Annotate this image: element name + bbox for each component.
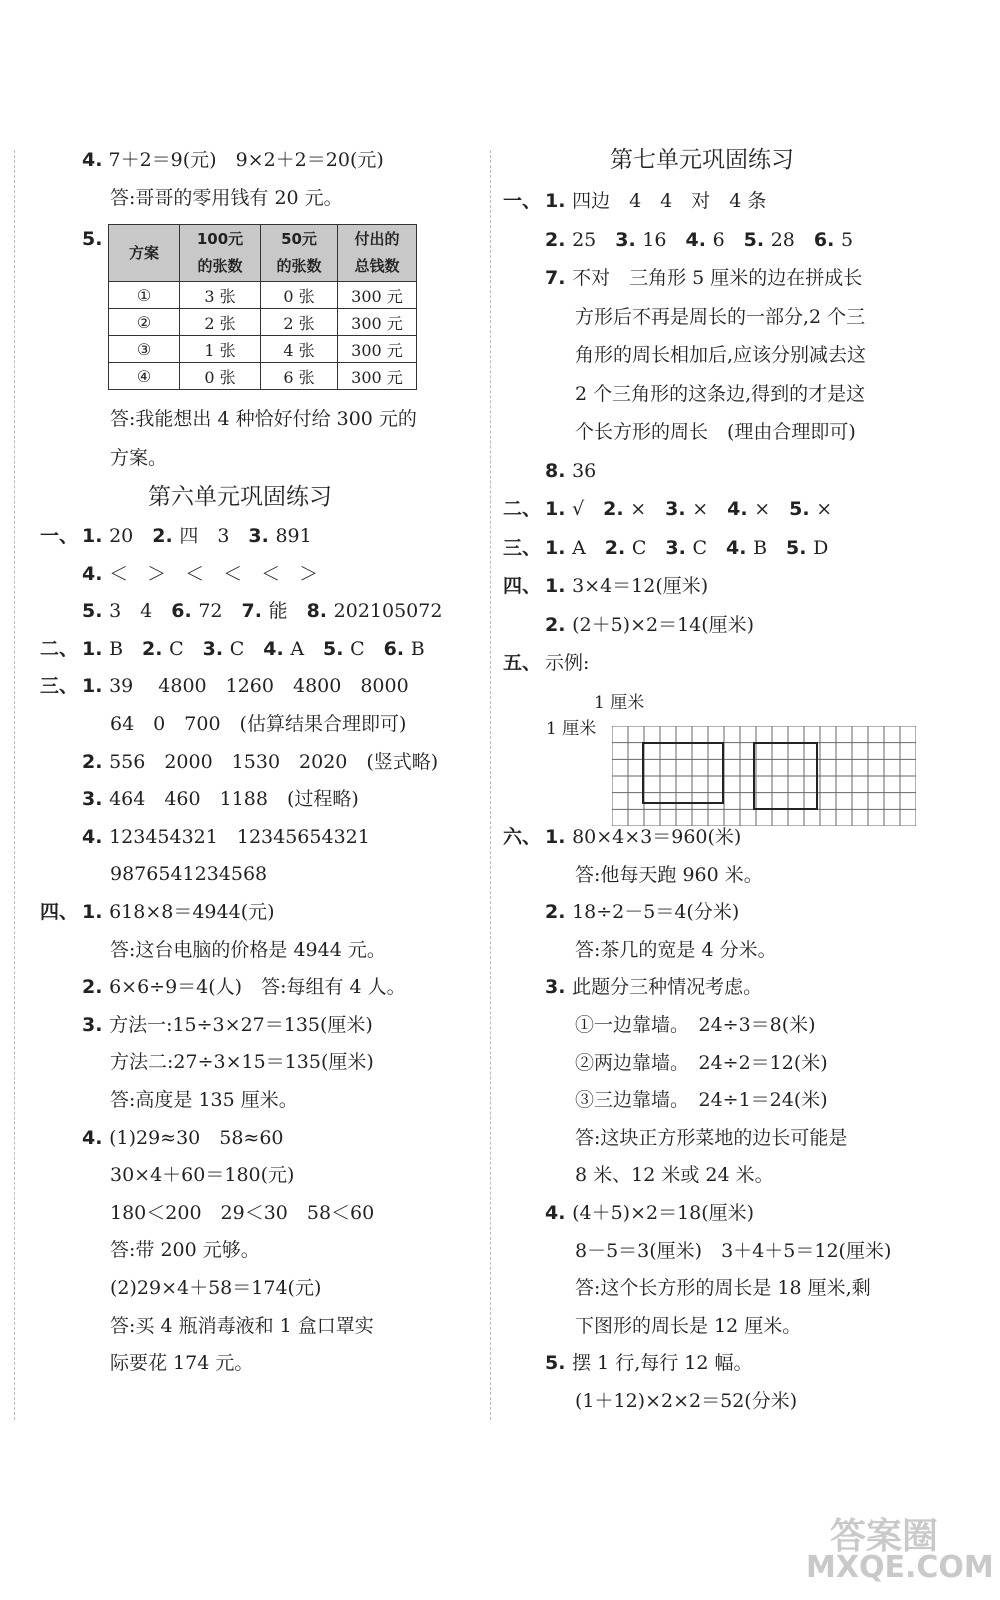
item-text: 8 米、12 米或 24 米。	[575, 1164, 774, 1187]
item-number: 1.	[82, 901, 110, 923]
item-number: 3.	[82, 788, 110, 811]
item-text: 答:茶几的宽是 4 分米。	[575, 938, 777, 961]
item-text: 6	[712, 228, 744, 251]
item-number: 5.	[789, 498, 817, 520]
item-number: 7.	[241, 600, 269, 623]
item-number: 2.	[82, 976, 110, 999]
watermark-url: MXQE.COM	[806, 1550, 994, 1585]
item-text: 3 4	[109, 600, 172, 623]
item-text: 2 个三角形的这条边,得到的才是这	[575, 382, 866, 405]
item-text: B	[109, 637, 143, 660]
item-number: 2.	[545, 901, 573, 924]
item-number: 1.	[82, 675, 110, 698]
table-header-cell: 方案	[109, 225, 180, 282]
section-title: 第七单元巩固练习	[610, 147, 794, 173]
item-text: B	[753, 536, 787, 559]
item-text: 36	[572, 459, 597, 482]
answer-line: 4. 7＋2＝9(元) 9×2＋2＝20(元)	[82, 149, 384, 171]
item-number: 3.	[545, 976, 573, 999]
item-number: 1.	[545, 575, 573, 597]
item-text: 618×8＝4944(元)	[109, 901, 275, 923]
item-text: (1)29≈30 58≈60	[109, 1126, 284, 1149]
item-text: 际要花 174 元。	[110, 1352, 254, 1375]
item-number: 4.	[545, 1202, 573, 1224]
item-number: 2.	[152, 525, 180, 547]
table-row	[109, 363, 417, 390]
item-text: 方法一:15÷3×27＝135(厘米)	[109, 1013, 373, 1036]
item-number: 1.	[545, 190, 573, 212]
item-number: 4.	[685, 228, 713, 251]
plan-table	[108, 224, 417, 390]
table-cell: 0 张	[261, 282, 338, 309]
table-row	[109, 336, 417, 363]
table-cell: 300 元	[338, 336, 417, 363]
item-text: 答:买 4 瓶消毒液和 1 盒口罩实	[110, 1314, 374, 1337]
item-number: 2.	[603, 498, 631, 520]
item-text: 示例:	[545, 652, 590, 674]
item-number: 1.	[545, 498, 573, 520]
item-text: C	[631, 536, 666, 559]
item-number: 4.	[82, 562, 110, 585]
table-cell: 3 张	[180, 282, 261, 309]
table-cell: 300 元	[338, 309, 417, 336]
table-cell: ②	[109, 309, 180, 336]
item-number: 4.	[727, 498, 755, 520]
item-text: 180＜200 29＜30 58＜60	[110, 1201, 375, 1224]
section-number: 六、	[503, 826, 542, 848]
answer-line: 答:哥哥的零用钱有 20 元。	[110, 187, 343, 209]
item-text: 四 3	[179, 525, 249, 547]
answer-line: 方案。	[110, 447, 168, 469]
item-number: 4.	[726, 536, 754, 559]
item-text: 方法二:27÷3×15＝135(厘米)	[110, 1051, 374, 1074]
item-text: ①一边靠墙。 24÷3＝8(米)	[575, 1014, 816, 1036]
item-text: 四边 4 4 对 4 条	[572, 190, 767, 212]
table-cell: 1 张	[180, 336, 261, 363]
item-text: 202105072	[333, 600, 443, 623]
item-text: 此题分三种情况考虑。	[572, 976, 763, 999]
left-margin-line	[14, 150, 15, 1420]
item-text: ＜ ＞ ＜ ＜ ＜ ＞	[109, 562, 319, 585]
item-text: 8－5＝3(厘米) 3＋4＋5＝12(厘米)	[575, 1239, 892, 1262]
item-number: 6.	[171, 600, 199, 623]
item-number: 4.	[82, 825, 110, 848]
item-text: 72	[198, 600, 242, 623]
item-number: 2.	[142, 637, 170, 660]
item-number: 1.	[82, 637, 110, 660]
item-number: 3.	[202, 637, 230, 660]
table-cell: ①	[109, 282, 180, 309]
item-number: 3.	[615, 228, 643, 251]
item-text: 28	[770, 228, 814, 251]
table-cell: ③	[109, 336, 180, 363]
item-text: 123454321 12345654321	[109, 825, 370, 848]
item-number: 3.	[82, 1013, 110, 1036]
item-text: √	[572, 498, 604, 520]
item-number: 5.	[323, 637, 351, 660]
item-number: 4.	[82, 1126, 110, 1149]
item-text: 答:这块正方形菜地的边长可能是	[575, 1126, 848, 1149]
item-text: (4＋5)×2＝18(厘米)	[572, 1202, 755, 1224]
section-number: 一、	[503, 190, 542, 212]
section-number: 五、	[503, 652, 542, 674]
item-text: B	[410, 637, 425, 660]
item-number: 5.	[545, 1352, 573, 1375]
item-text: 18÷2－5＝4(分米)	[572, 901, 740, 924]
table-cell: 4 张	[261, 336, 338, 363]
item-text: 答:带 200 元够。	[110, 1239, 260, 1262]
item-text: 891	[275, 525, 312, 547]
item-text: ×	[816, 498, 833, 520]
item-text: ×	[754, 498, 790, 520]
item-text: 角形的周长相加后,应该分别减去这	[575, 344, 867, 366]
unit-label-left: 1 厘米	[546, 719, 597, 739]
item-number: 2.	[604, 536, 632, 559]
item-text: C	[692, 536, 727, 559]
item-text: 5	[840, 228, 854, 251]
section-number: 四、	[40, 901, 79, 923]
item-text: 464 460 1188 (过程略)	[109, 788, 359, 811]
item-number: 5.	[82, 600, 110, 623]
item-text: A	[290, 637, 324, 660]
table-cell: ④	[109, 363, 180, 390]
item-text: ×	[692, 498, 728, 520]
table-header-cell: 50元 的张数	[261, 225, 338, 282]
item-number: 1.	[545, 826, 573, 848]
item-text: 20	[109, 525, 153, 547]
item-number: 8.	[306, 600, 334, 623]
item-text: 64 0 700 (估算结果合理即可)	[110, 713, 407, 735]
item-number: 2.	[82, 750, 110, 773]
item-number: 5.	[743, 228, 771, 251]
item-number: 7.	[545, 267, 573, 289]
rectangle-1	[643, 743, 723, 803]
item-text: A	[572, 536, 605, 559]
question-number: 5.	[82, 228, 103, 250]
unit-label-top: 1 厘米	[594, 693, 645, 713]
item-text: C	[169, 637, 203, 660]
item-text: 答:这个长方形的周长是 18 厘米,剩	[575, 1277, 871, 1300]
item-text: 答:他每天跑 960 米。	[575, 863, 763, 886]
table-cell: 300 元	[338, 282, 417, 309]
item-text: ②两边靠墙。 24÷2＝12(米)	[575, 1051, 828, 1074]
table-header-cell: 付出的 总钱数	[338, 225, 417, 282]
item-number: 3.	[665, 536, 693, 559]
grid-figure	[612, 726, 916, 826]
section-number: 二、	[40, 637, 79, 660]
section-title: 第六单元巩固练习	[148, 484, 332, 510]
item-text: 答:这台电脑的价格是 4944 元。	[110, 938, 386, 961]
watermark-logo: 答案圈	[830, 1516, 939, 1557]
column-divider	[490, 150, 491, 1420]
item-text: 3×4＝12(厘米)	[572, 575, 709, 597]
item-text: 6×6÷9＝4(人) 答:每组有 4 人。	[109, 976, 406, 999]
section-number: 三、	[40, 675, 79, 698]
item-text: ③三边靠墙。 24÷1＝24(米)	[575, 1089, 828, 1112]
table-cell: 6 张	[261, 363, 338, 390]
item-text: 9876541234568	[110, 863, 268, 886]
item-text: 下图形的周长是 12 厘米。	[575, 1314, 802, 1337]
item-text: 556 2000 1530 2020 (竖式略)	[109, 750, 439, 773]
item-number: 1.	[545, 536, 573, 559]
item-number: 3.	[248, 525, 276, 547]
item-number: 8.	[545, 459, 573, 482]
item-text: 16	[642, 228, 686, 251]
table-row	[109, 309, 417, 336]
item-text: (2＋5)×2＝14(厘米)	[572, 613, 755, 636]
table-cell: 2 张	[180, 309, 261, 336]
item-number: 2.	[545, 228, 573, 251]
item-text: 25	[572, 228, 616, 251]
table-cell: 300 元	[338, 363, 417, 390]
item-number: 6.	[813, 228, 841, 251]
table-row	[109, 282, 417, 309]
item-text: (1＋12)×2×2＝52(分米)	[575, 1390, 798, 1412]
table-header-cell: 100元 的张数	[180, 225, 261, 282]
item-text: 80×4×3＝960(米)	[572, 826, 742, 848]
item-text: C	[350, 637, 384, 660]
table-cell: 0 张	[180, 363, 261, 390]
item-text: ×	[630, 498, 666, 520]
item-text: (2)29×4＋58＝174(元)	[110, 1277, 322, 1299]
item-number: 5.	[786, 536, 814, 559]
item-text: 30×4＋60＝180(元)	[110, 1164, 295, 1187]
item-text: 答:高度是 135 厘米。	[110, 1089, 298, 1111]
item-text: 39 4800 1260 4800 8000	[109, 675, 409, 698]
item-text: C	[229, 637, 264, 660]
item-text: 不对 三角形 5 厘米的边在拼成长	[572, 267, 863, 289]
item-number: 4.	[263, 637, 291, 660]
section-number: 一、	[40, 525, 79, 547]
item-number: 3.	[665, 498, 693, 520]
section-number: 二、	[503, 498, 542, 520]
section-number: 三、	[503, 536, 542, 559]
item-text: 方形后不再是周长的一部分,2 个三	[575, 305, 866, 328]
item-text: D	[813, 536, 829, 559]
item-text: 能	[268, 600, 307, 623]
item-text: 摆 1 行,每行 12 幅。	[572, 1352, 753, 1375]
item-number: 6.	[383, 637, 411, 660]
item-text: 个长方形的周长 (理由合理即可)	[575, 421, 856, 443]
item-number: 2.	[545, 613, 573, 636]
section-number: 四、	[503, 575, 542, 597]
answer-line: 答:我能想出 4 种恰好付给 300 元的	[110, 408, 417, 430]
item-number: 1.	[82, 525, 110, 547]
table-cell: 2 张	[261, 309, 338, 336]
